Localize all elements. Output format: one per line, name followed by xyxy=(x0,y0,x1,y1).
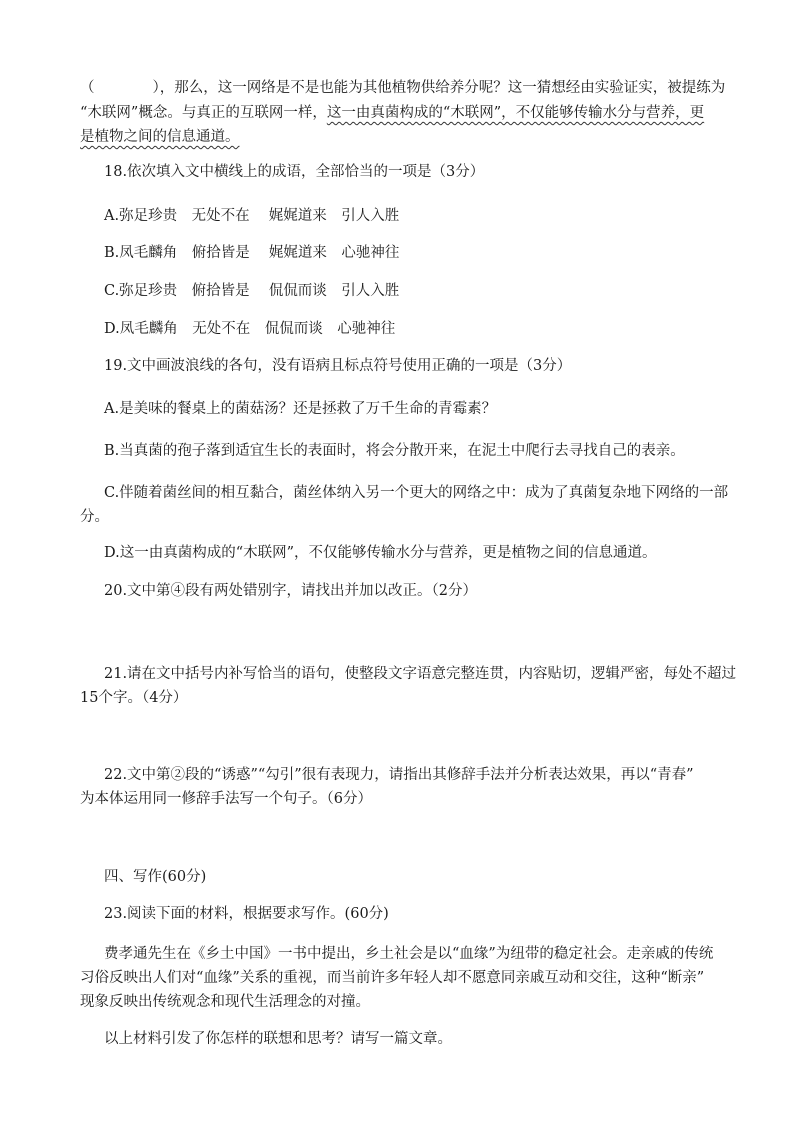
section4-heading: 四、写作(60分) xyxy=(104,869,207,885)
q19-option-a: A.是美味的餐桌上的菌菇汤？还是拯救了万千生命的青霉素？ xyxy=(104,401,497,417)
q19-option-b: B.当真菌的孢子落到适宜生长的表面时，将会分散开来，在泥土中爬行去寻找自己的表亲。 xyxy=(104,443,685,459)
q18-stem: 18.依次填入文中横线上的成语，全部恰当的一项是（3分） xyxy=(104,164,485,180)
q21-line2: 15个字。（4分） xyxy=(80,690,188,706)
q22-line2: 为本体运用同一修辞手法写一个句子。（6分） xyxy=(80,791,372,807)
intro-line-3 xyxy=(80,127,240,147)
q23-stem: 23.阅读下面的材料，根据要求写作。(60分) xyxy=(104,906,389,922)
intro-line-2-wavy: 这一由真菌构成的“木联网”，不仅能够传输水分与营养，更 xyxy=(326,105,705,121)
q19-option-c-line1: C.伴随着菌丝间的相互黏合，菌丝体纳入另一个更大的网络之中：成为了真菌复杂地下网络的一部 xyxy=(104,485,729,501)
q23-material-line3: 现象反映出传统观念和现代生活理念的对撞。 xyxy=(80,994,370,1010)
q18-option-d: D.凤毛麟角 无处不在 侃侃而谈 心驰神往 xyxy=(104,321,396,337)
intro-line-3-wavy: 是植物之间的信息通道。 xyxy=(80,129,240,145)
q18-option-b: B.凤毛麟角 俯拾皆是 娓娓道来 心驰神往 xyxy=(104,245,400,261)
q19-stem: 19.文中画波浪线的各句，没有语病且标点符号使用正确的一项是（3分） xyxy=(104,358,572,374)
q18-option-c: C.弥足珍贵 俯拾皆是 侃侃而谈 引人入胜 xyxy=(104,283,400,299)
q19-option-c-line2: 分。 xyxy=(80,509,109,525)
q19-option-d: D.这一由真菌构成的“木联网”，不仅能够传输水分与营养，更是植物之间的信息通道。 xyxy=(104,545,657,561)
intro-line-2 xyxy=(80,103,704,123)
intro-line-2-plain: “木联网”概念。与真正的互联网一样， xyxy=(80,105,327,121)
q22-line1: 22.文中第②段的“诱惑”“勾引”很有表现力，请指出其修辞手法并分析表达效果，再以“青春” xyxy=(104,767,694,783)
q21-line1: 21.请在文中括号内补写恰当的语句，使整段文字语意完整连贯，内容贴切，逻辑严密，每处不超过 xyxy=(104,666,737,682)
intro-line-1: （ ），那么，这一网络是不是也能为其他植物供给养分呢？这一猜想经由实验证实，被提练为 xyxy=(80,80,726,96)
q23-prompt: 以上材料引发了你怎样的联想和思考？请写一篇文章。 xyxy=(104,1031,452,1047)
q23-material-line1: 费孝通先生在《乡土中国》一书中提出，乡土社会是以“血缘”为纽带的稳定社会。走亲戚的传统 xyxy=(104,946,714,962)
q20-stem: 20.文中第④段有两处错别字，请找出并加以改正。（2分） xyxy=(104,583,478,599)
q18-option-a: A.弥足珍贵 无处不在 娓娓道来 引人入胜 xyxy=(104,208,400,224)
q23-material-line2: 习俗反映出人们对“血缘”关系的重视，而当前许多年轻人却不愿意同亲戚互动和交往，这种“断亲” xyxy=(80,970,705,986)
